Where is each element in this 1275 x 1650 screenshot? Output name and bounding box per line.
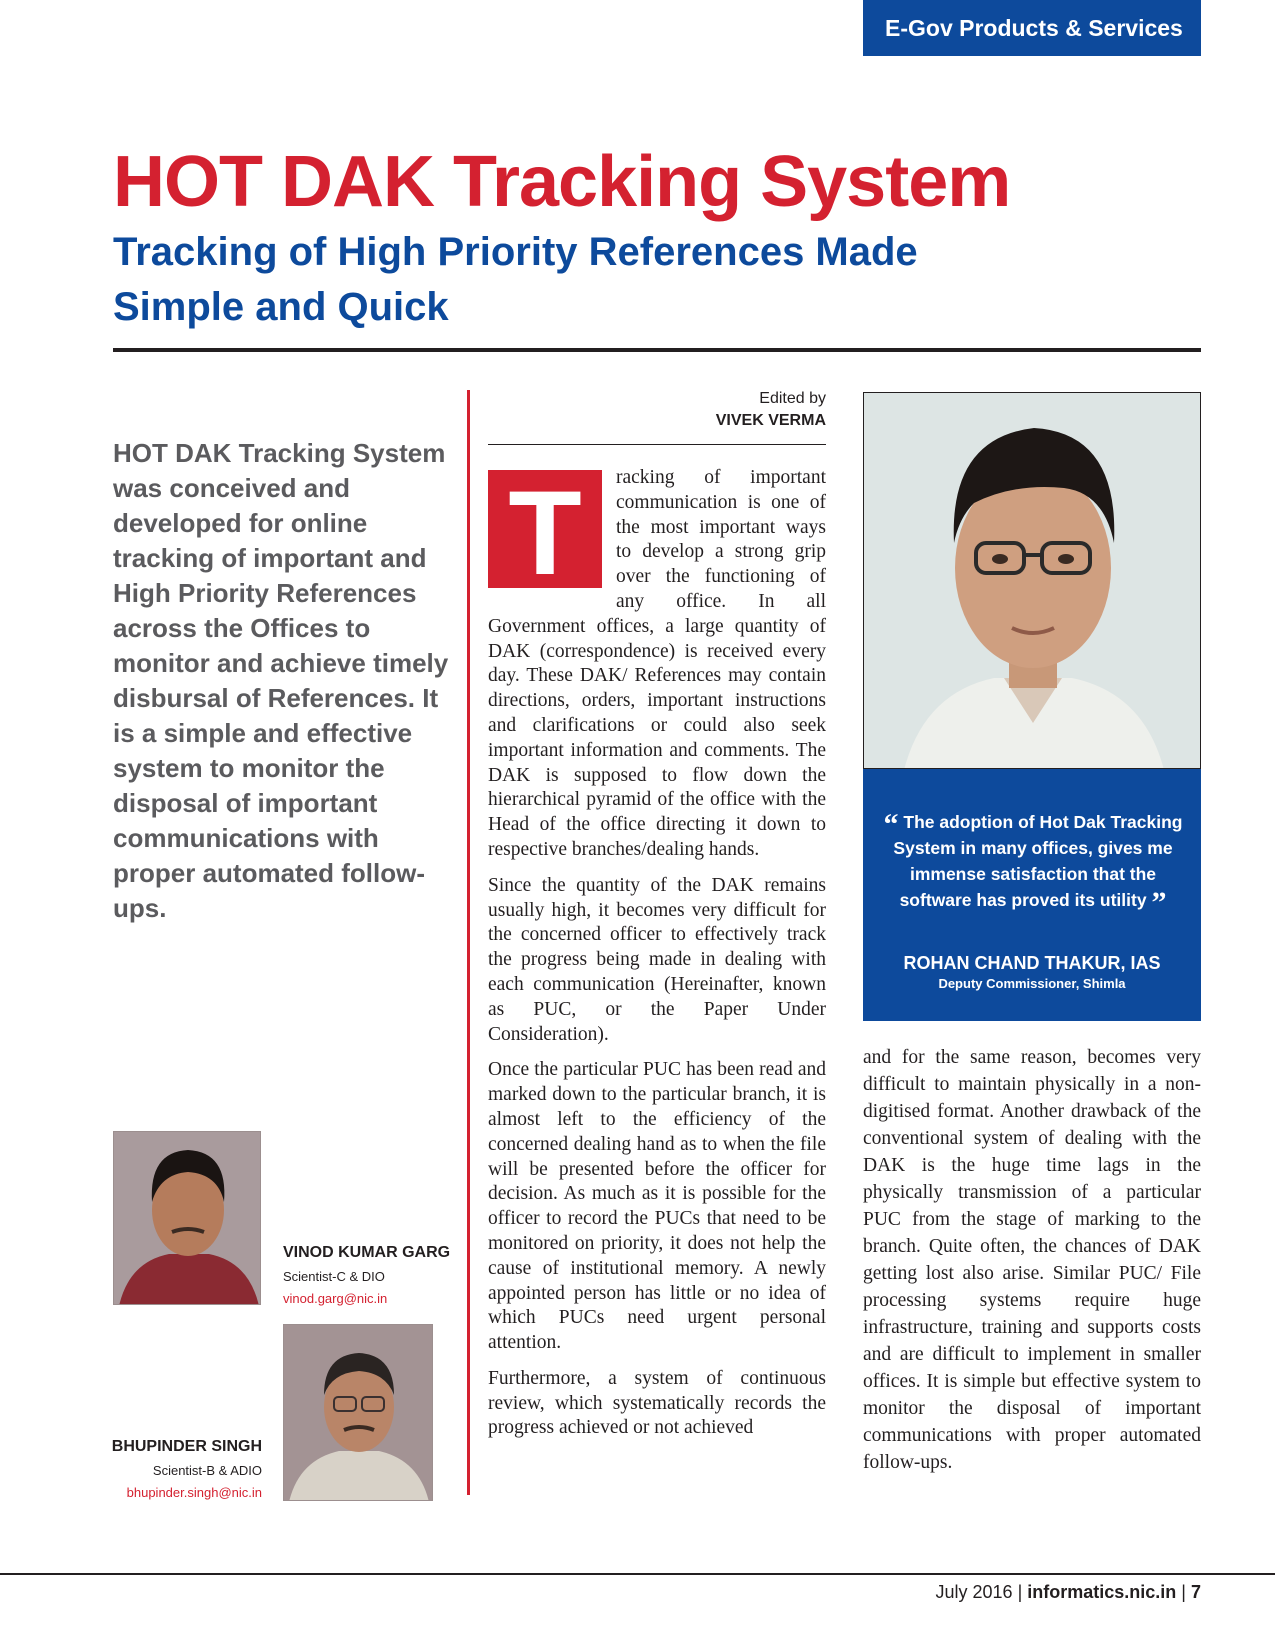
page-number: 7 [1190, 1582, 1201, 1602]
article-paragraph: and for the same reason, becomes very difficult to maintain physically in a non-digitised format. Another drawback of the conventional system of dealing with the DAK is the huge time lags in the physically transmission of a particular PUC from the stage of marking to the branch. Quite often, the chances of DAK getting lost also arise. Similar PUC/ File processing systems require huge infrastructure, training and supports costs and are difficult to implement in smaller offices. It is simple but effective system to monitor the disposal of important communications with proper automated follow-ups. [863, 1047, 1201, 1473]
editor-divider [488, 444, 826, 445]
title-divider [113, 348, 1201, 352]
section-tag: E-Gov Products & Services [863, 0, 1201, 56]
edited-by-label: Edited by [759, 390, 826, 407]
footer-separator: | [1017, 1582, 1028, 1602]
article-paragraph: Once the particular PUC has been read and marked down to the particular branch, it is almost left to the efficiency of the concerned dealing hand as to when the file will be presented before the officer for decision. As much as it is possible for the officer to record the PUCs that need to be monitored on priority, it does not help the cause of institutional memory. A newly appointed person has little or no idea of which PUCs need urgent personal attention. [488, 1059, 826, 1354]
editor-name: VIVEK VERMA [715, 412, 826, 429]
author-photo [113, 1131, 261, 1305]
article-column-1 [488, 466, 826, 1502]
lead-summary: HOT DAK Tracking System was conceived and developed for online tracking of important and High Priority References across the Offices to monitor and achieve timely disbursal of References. It is a simple and effective system to monitor the disposal of important communications with proper automated follow-ups. [113, 438, 449, 923]
author-role: Scientist-C & DIO [283, 1269, 385, 1284]
column-divider [467, 390, 470, 1495]
paragraph-text: racking of important communication is one of the most important ways to develop a strong grip over the functioning of any office. In all Government offices, a large quantity of DAK (correspondence) is received every day. These DAK/ References may contain directions, orders, important instructions and clarifications or could also seek important information and comments. The DAK is supposed to flow down the hierarchical pyramid of the office with the Head of the office directing it down to respective branches/dealing hands. [488, 467, 826, 860]
article-paragraph: Since the quantity of the DAK remains usually high, it becomes very difficult for the concerned officer to effectively track the progress being made in dealing with each communication (Hereinafter, known as PUC, or the Paper Under Consideration). [488, 874, 826, 1045]
page-footer [935, 1578, 1201, 1606]
article-paragraph: Furthermore, a system of continuous review, which systematically records the progress achieved or not achieved [488, 1367, 826, 1439]
quote-text-block [883, 808, 1183, 919]
page-title: HOT DAK Tracking System [113, 142, 1011, 222]
footer-separator: | [1181, 1582, 1191, 1602]
author-portrait [114, 1132, 261, 1305]
quote-text: The adoption of Hot Dak Tracking System in many offices, gives me immense satisfaction that the software has proved its utility [893, 812, 1183, 910]
close-quote-icon: ” [1151, 886, 1167, 919]
article-column-2 [863, 1044, 1201, 1504]
author-name: BHUPINDER SINGH [111, 1438, 262, 1455]
subtitle-line: Tracking of High Priority References Made [113, 230, 918, 274]
editor-credit [488, 388, 826, 432]
footer-divider [0, 1573, 1275, 1575]
quote-author-role: Deputy Commissioner, Shimla [938, 976, 1126, 991]
author-role: Scientist-B & ADIO [152, 1463, 262, 1478]
quote-author-name: ROHAN CHAND THAKUR, IAS [903, 953, 1161, 973]
author-email: vinod.garg@nic.in [283, 1291, 388, 1306]
portrait-illustration [864, 393, 1201, 769]
footer-date: July 2016 [935, 1582, 1013, 1602]
author-photo [283, 1324, 433, 1501]
article-paragraph [488, 466, 826, 863]
author-credit [283, 1240, 473, 1310]
subtitle-line: Simple and Quick [113, 285, 449, 329]
pull-quote [863, 769, 1201, 1021]
quote-portrait-photo [863, 392, 1201, 769]
drop-cap: T [488, 470, 602, 588]
open-quote-icon: “ [883, 808, 899, 841]
page-subtitle [113, 225, 1013, 335]
author-name: VINOD KUMAR GARG [283, 1244, 451, 1261]
author-email: bhupinder.singh@nic.in [126, 1485, 262, 1500]
author-credit [100, 1434, 262, 1504]
footer-site: informatics.nic.in [1027, 1582, 1177, 1602]
author-portrait [284, 1325, 433, 1501]
